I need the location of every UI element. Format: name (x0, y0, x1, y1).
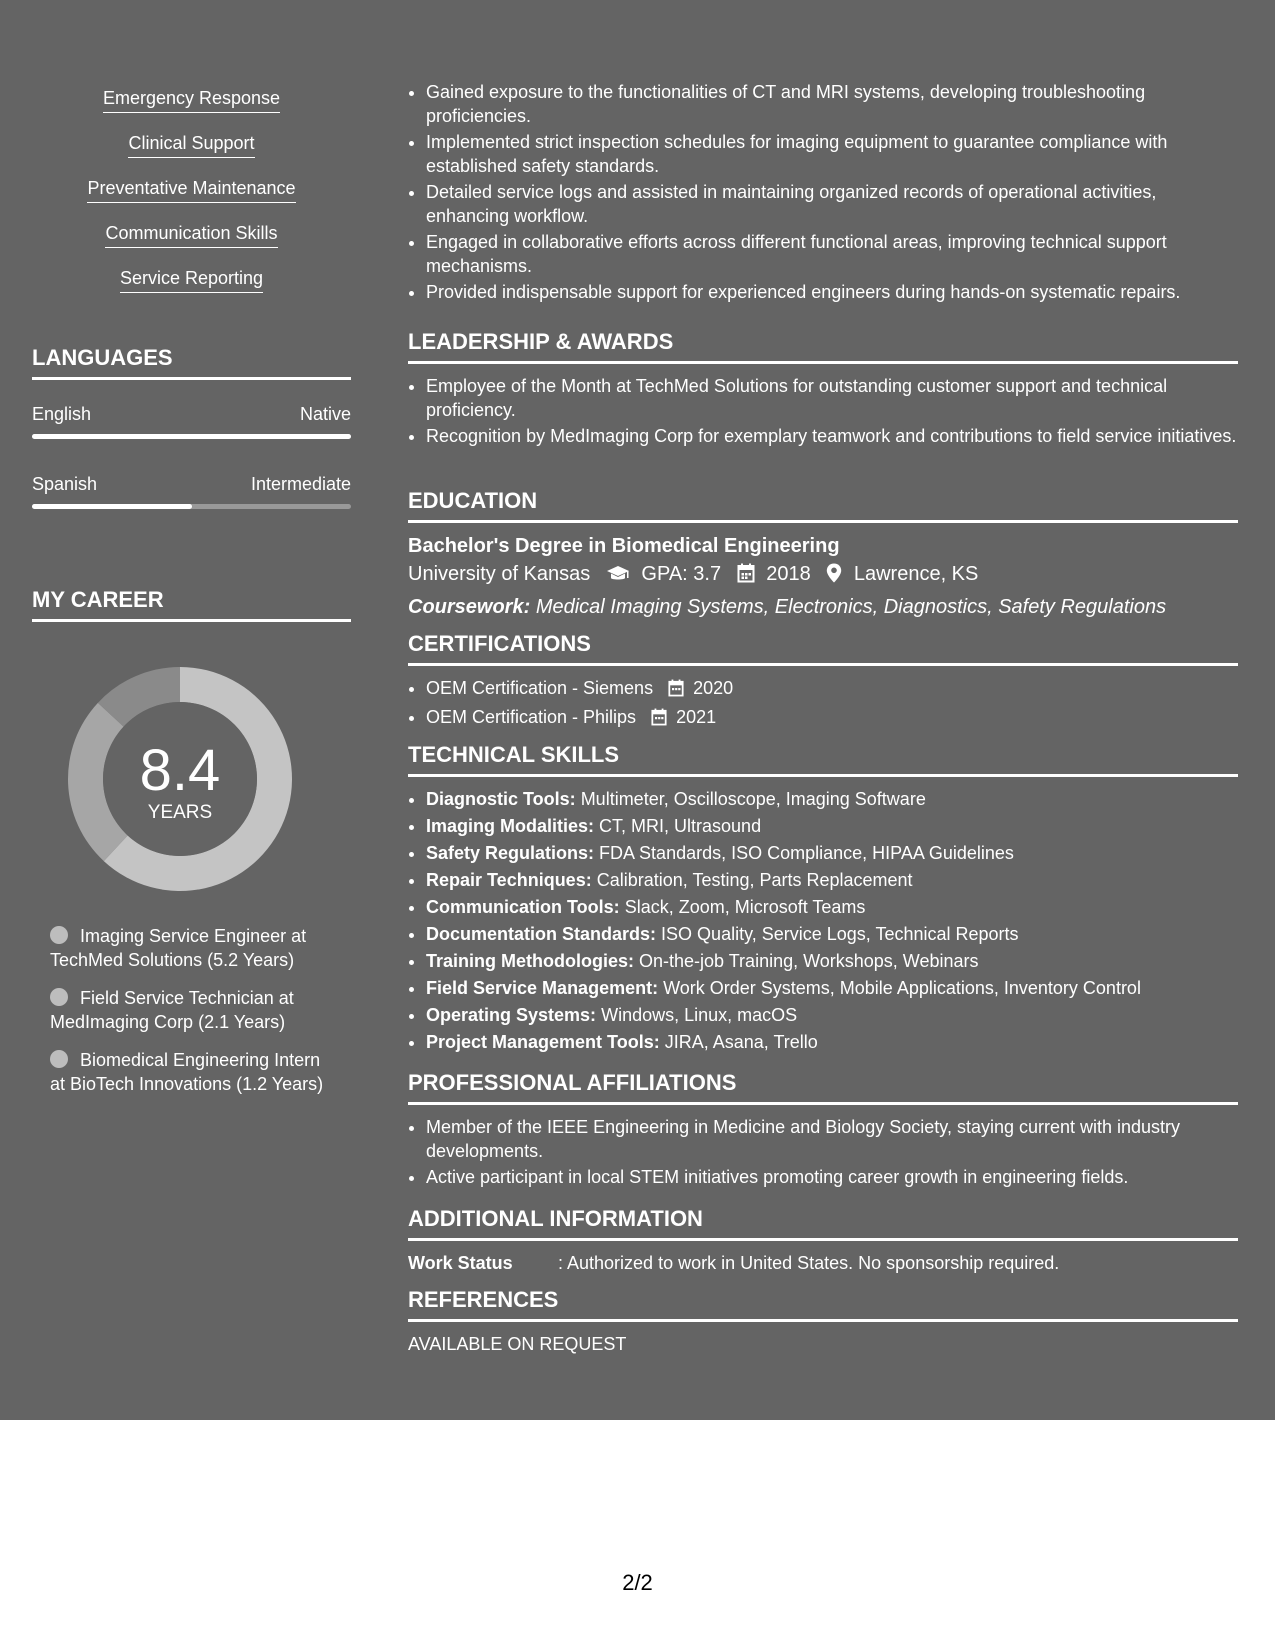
skill-label: Field Service Management: (426, 978, 659, 998)
coursework (408, 592, 1238, 622)
skill-value: Windows, Linux, macOS (601, 1005, 798, 1025)
list-item: • Engaged in collaborative efforts across different functional areas, improving technical support mechanisms. (426, 230, 1238, 278)
certifications-section (408, 631, 1238, 734)
coursework-value: Medical Imaging Systems, Electronics, Diagnostics, Safety Regulations (535, 596, 1167, 618)
skill-row (426, 868, 1238, 893)
list-item: • Implemented strict inspection schedules for imaging equipment to guarantee compliance with established safety standards. (426, 130, 1238, 178)
skill-item (32, 177, 351, 203)
section-heading: REFERENCES (408, 1287, 1238, 1322)
calendar-icon (737, 562, 755, 592)
skill-label: Imaging Modalities: (426, 816, 595, 836)
skill-row (426, 949, 1238, 974)
certification-year: 2020 (693, 678, 734, 698)
skill-label: Training Methodologies: (426, 951, 634, 971)
skill-label: Safety Regulations: (426, 843, 595, 863)
career-heading: MY CAREER (32, 587, 351, 622)
skill-value: Work Order Systems, Mobile Applications, Inventory Control (663, 978, 1141, 998)
certification-name: OEM Certification - Philips (426, 707, 637, 727)
languages-heading: LANGUAGES (32, 345, 351, 380)
education-details (408, 559, 1238, 592)
experience-section (408, 80, 1238, 306)
career-item-text: Imaging Service Engineer at TechMed Solutions (5.2 Years) (50, 926, 307, 970)
skill-row (426, 814, 1238, 839)
language-level: Intermediate (250, 474, 351, 494)
skill-label: Project Management Tools: (426, 1032, 660, 1052)
certification-name: OEM Certification - Siemens (426, 678, 654, 698)
career-total-unit: YEARS (147, 802, 213, 823)
skill-value: FDA Standards, ISO Compliance, HIPAA Guidelines (599, 843, 1014, 863)
education-section (408, 488, 1238, 622)
bullet-dot-icon (50, 926, 68, 944)
skill-row (426, 1030, 1238, 1055)
section-heading: EDUCATION (408, 488, 1238, 523)
section-heading: ADDITIONAL INFORMATION (408, 1206, 1238, 1241)
skill-item (32, 132, 351, 158)
leadership-section (408, 329, 1238, 450)
affiliations-list (408, 1115, 1238, 1189)
work-status-row (408, 1251, 1238, 1275)
skill-row (426, 787, 1238, 812)
list-item: • Detailed service logs and assisted in maintaining organized records of operational activities, enhancing workflow. (426, 180, 1238, 228)
career-item-text: Biomedical Engineering Intern at BioTech Innovations (1.2 Years) (50, 1050, 324, 1094)
bullet-dot-icon (50, 988, 68, 1006)
skill-label: Repair Techniques: (426, 870, 592, 890)
skill-row (426, 895, 1238, 920)
technical-skills-list (408, 787, 1238, 1055)
language-bar (32, 504, 351, 509)
calendar-icon (651, 708, 667, 732)
list-item: • Recognition by MedImaging Corp for exemplary teamwork and contributions to field service initiatives. (426, 424, 1238, 448)
references-section (408, 1287, 1238, 1356)
skill-label: Preventative Maintenance (87, 177, 295, 203)
skill-row (426, 976, 1238, 1001)
skill-row (426, 841, 1238, 866)
language-bar-fill (32, 434, 351, 439)
skill-label: Service Reporting (120, 267, 263, 293)
gpa: GPA: 3.7 (641, 563, 722, 585)
career-donut-chart (67, 666, 293, 892)
skill-label: Communication Tools: (426, 897, 620, 917)
bullet-dot-icon (50, 1050, 68, 1068)
list-item: • Member of the IEEE Engineering in Medicine and Biology Society, staying current with industry developments. (426, 1115, 1238, 1163)
references-text: AVAILABLE ON REQUEST (408, 1334, 627, 1354)
skill-value: Calibration, Testing, Parts Replacement (596, 870, 913, 890)
list-item: • Active participant in local STEM initiatives promoting career growth in engineering fields. (426, 1165, 1238, 1189)
skill-label: Communication Skills (105, 222, 277, 248)
skill-label: Operating Systems: (426, 1005, 597, 1025)
graduation-cap-icon (606, 562, 630, 592)
skill-item (32, 87, 351, 113)
skill-item (32, 267, 351, 293)
affiliations-section (408, 1070, 1238, 1191)
language-name: Spanish (32, 474, 98, 494)
career-list (50, 924, 340, 1110)
career-item (50, 986, 340, 1034)
list-item: • Provided indispensable support for experienced engineers during hands-on systematic repairs. (426, 280, 1238, 304)
skill-row (426, 1003, 1238, 1028)
skill-label: Documentation Standards: (426, 924, 657, 944)
language-row (32, 403, 351, 425)
skill-label: Diagnostic Tools: (426, 789, 576, 809)
degree-title: Bachelor's Degree in Biomedical Engineering (408, 535, 840, 557)
skill-value: Slack, Zoom, Microsoft Teams (624, 897, 866, 917)
calendar-icon (668, 679, 684, 703)
career-item (50, 1048, 340, 1096)
work-status-label: Work Status (408, 1253, 513, 1273)
career-item-text: Field Service Technician at MedImaging Corp (2.1 Years) (50, 988, 294, 1032)
certification-item (426, 676, 1238, 703)
language-name: English (32, 404, 92, 424)
school-name: University of Kansas (408, 563, 591, 585)
skill-row (426, 922, 1238, 947)
experience-bullets (408, 80, 1238, 304)
page-number: 2/2 (622, 1570, 653, 1595)
language-bar (32, 434, 351, 439)
list-item: • Gained exposure to the functionalities of CT and MRI systems, developing troubleshooting proficiencies. (426, 80, 1238, 128)
coursework-label: Coursework: (408, 596, 531, 618)
technical-skills-section (408, 742, 1238, 1057)
skill-value: On-the-job Training, Workshops, Webinars (639, 951, 979, 971)
skill-label: Clinical Support (128, 132, 254, 158)
language-row (32, 473, 351, 495)
leadership-list (408, 374, 1238, 448)
skill-item (32, 222, 351, 248)
language-level: Native (299, 404, 351, 424)
language-bar-fill (32, 504, 192, 509)
certifications-list (408, 676, 1238, 732)
skill-value: JIRA, Asana, Trello (664, 1032, 818, 1052)
section-heading: CERTIFICATIONS (408, 631, 1238, 666)
list-item: • Employee of the Month at TechMed Solutions for outstanding customer support and technical proficiency. (426, 374, 1238, 422)
skill-value: Multimeter, Oscilloscope, Imaging Software (580, 789, 926, 809)
work-status-value: : Authorized to work in United States. No sponsorship required. (558, 1253, 1060, 1273)
certification-year: 2021 (676, 707, 717, 727)
certification-item (426, 705, 1238, 732)
graduation-year: 2018 (766, 563, 811, 585)
skill-value: CT, MRI, Ultrasound (599, 816, 762, 836)
skill-label: Emergency Response (103, 87, 280, 113)
school-location: Lawrence, KS (853, 563, 979, 585)
career-total-years: 8.4 (139, 738, 221, 803)
location-pin-icon (826, 562, 842, 592)
skill-value: ISO Quality, Service Logs, Technical Reports (661, 924, 1019, 944)
section-heading: LEADERSHIP & AWARDS (408, 329, 1238, 364)
career-item (50, 924, 340, 972)
section-heading: TECHNICAL SKILLS (408, 742, 1238, 777)
additional-info-section (408, 1206, 1238, 1275)
section-heading: PROFESSIONAL AFFILIATIONS (408, 1070, 1238, 1105)
